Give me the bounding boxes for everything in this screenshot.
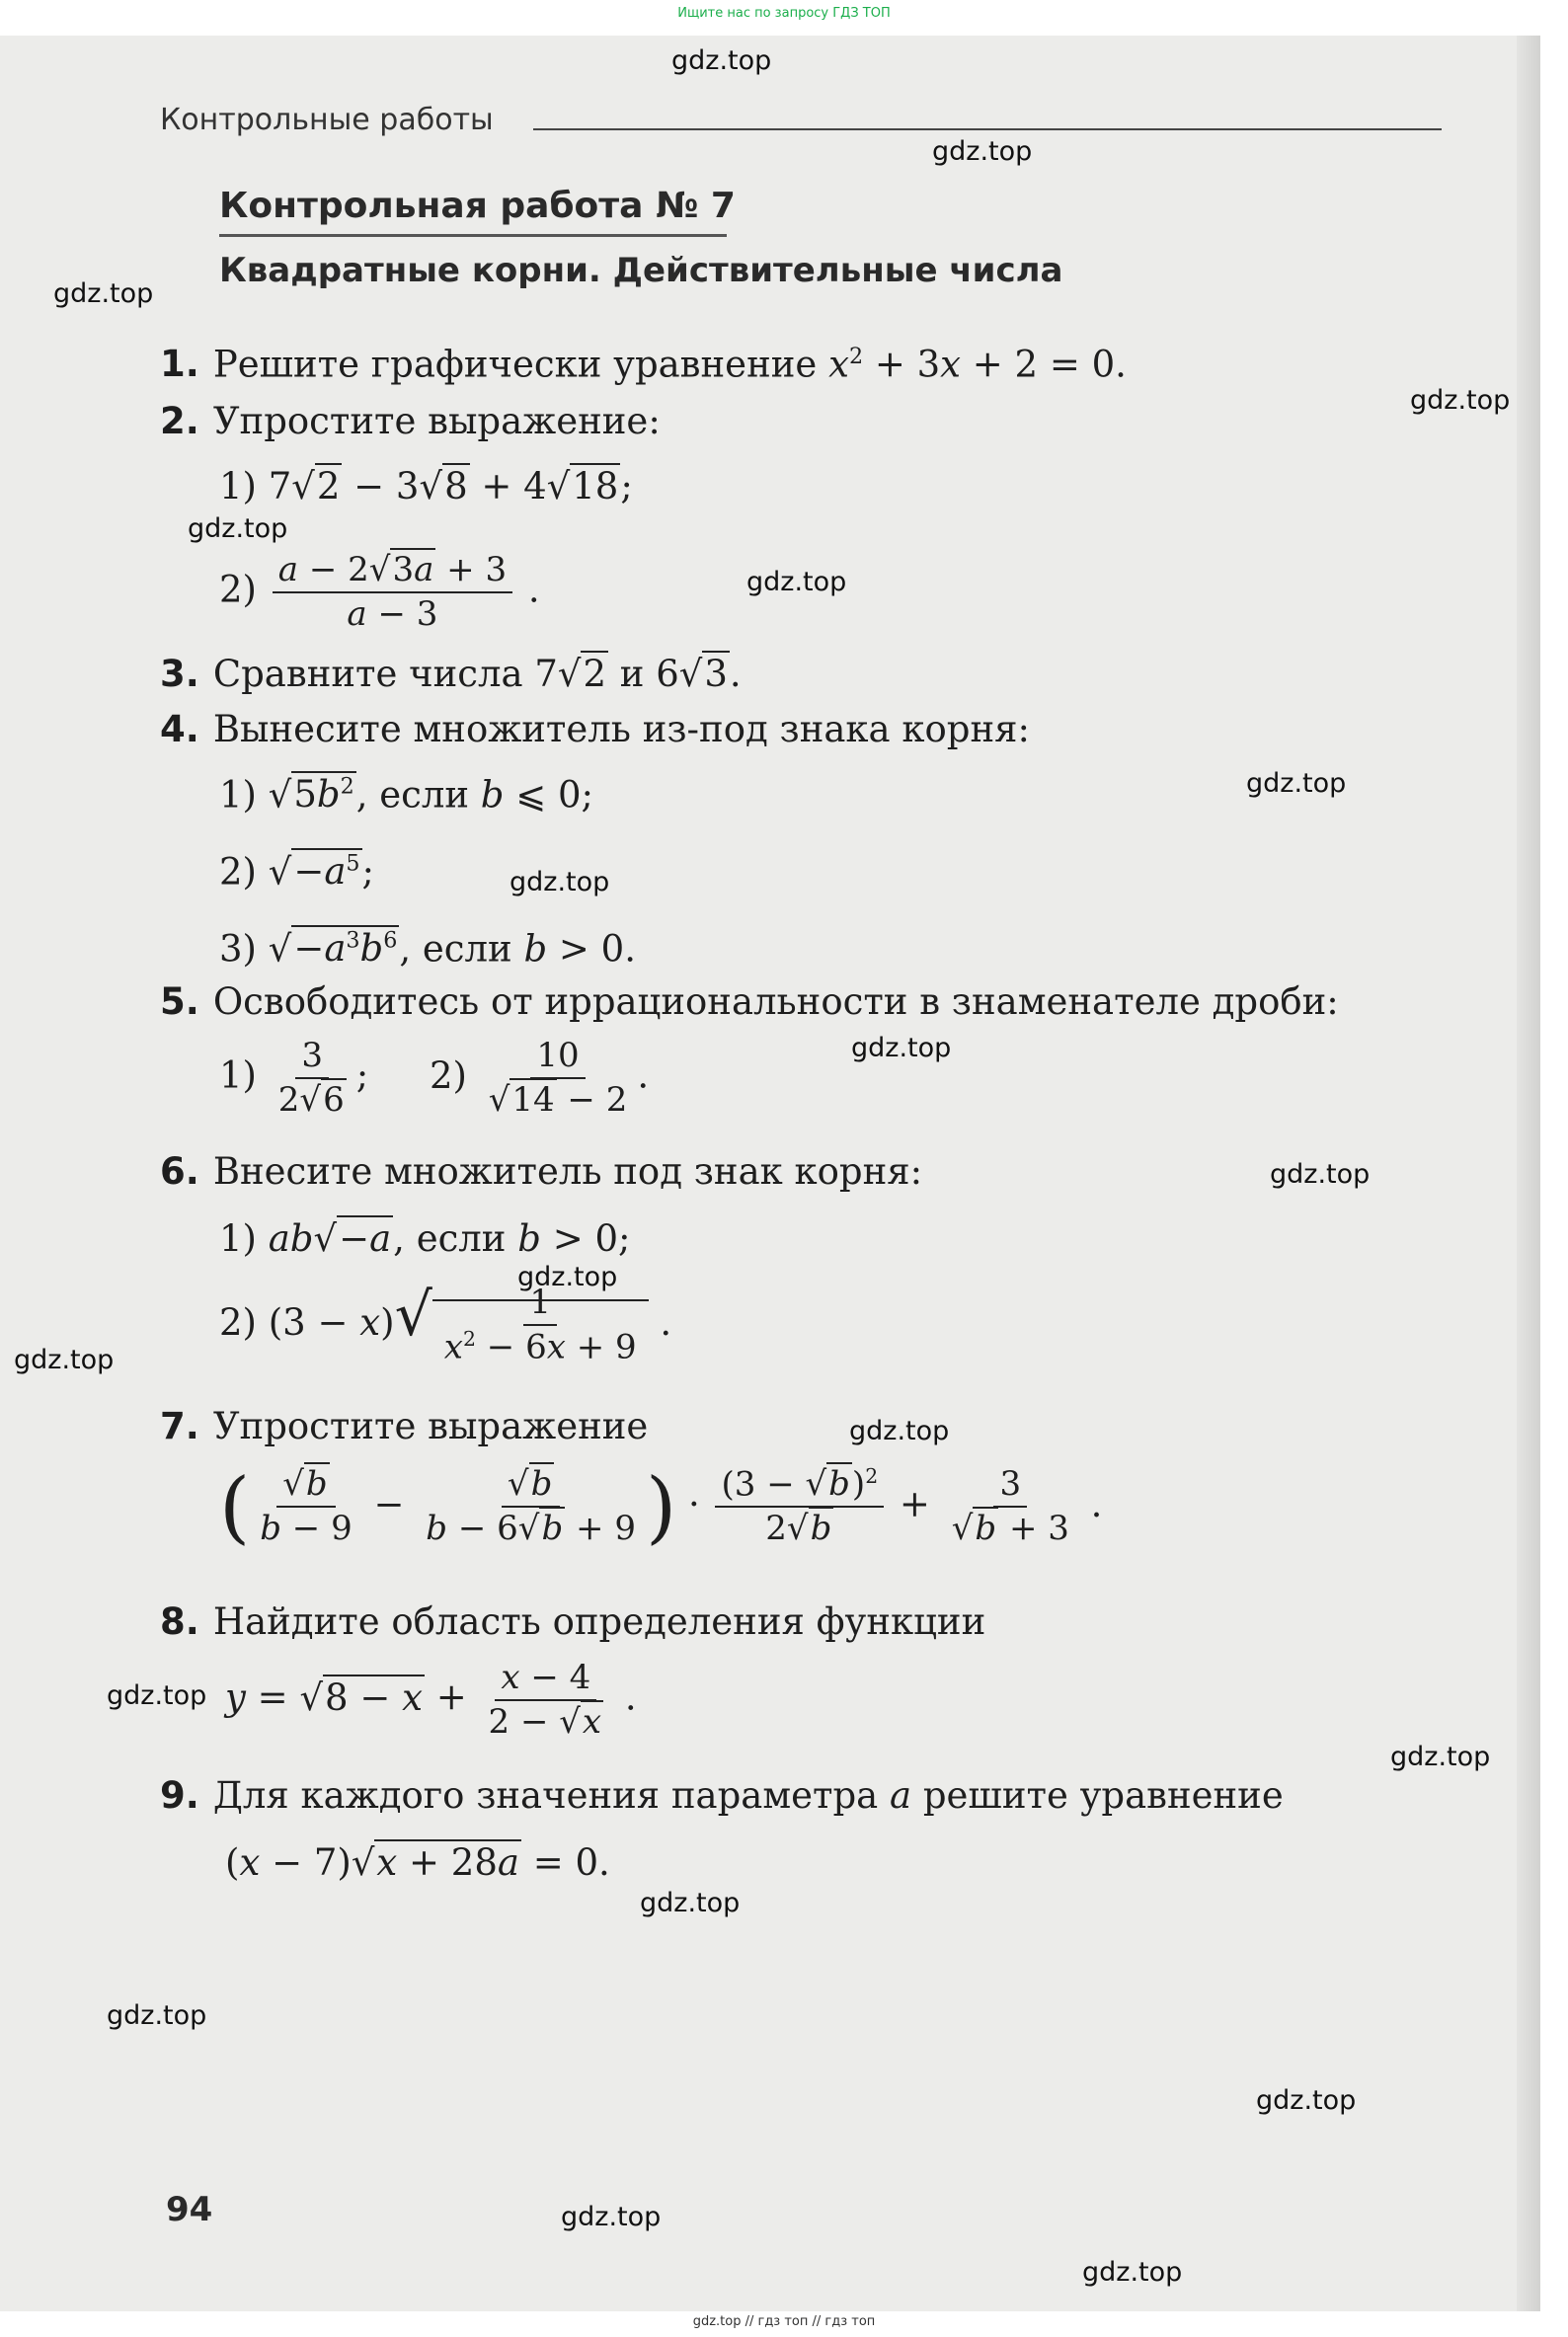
bottom-banner[interactable]: gdz.top // гдз топ // гдз топ (692, 2314, 876, 2329)
watermark: gdz.top (188, 513, 288, 544)
task-2-item-1: 1) 7√2 − 3√8 + 4√18; (219, 465, 633, 507)
task-number: 8. (160, 1600, 199, 1643)
watermark: gdz.top (1410, 385, 1511, 416)
watermark: gdz.top (510, 867, 610, 897)
word-if: если (379, 773, 470, 817)
watermark: gdz.top (1390, 1742, 1491, 1772)
task-2-item-2: 2) $\frac{a - 2√3a + 3}{a - 3}$ . (219, 550, 540, 635)
top-banner[interactable]: Ищите нас по запросу ГДЗ ТОП (677, 6, 891, 21)
watermark: gdz.top (640, 1888, 741, 1918)
task-text: Для каждого значения параметра (212, 1774, 879, 1817)
task-number: 3. (160, 653, 199, 695)
task-4 (160, 708, 1030, 750)
task-text: Упростите выражение: (212, 400, 661, 442)
task-6-item-1: 1) ab√−a, если b > 0; (219, 1217, 631, 1260)
task-5 (160, 980, 1339, 1023)
watermark: gdz.top (746, 567, 847, 597)
word-if: если (416, 1217, 507, 1260)
watermark: gdz.top (1082, 2257, 1183, 2288)
task-number: 5. (160, 980, 199, 1023)
task-2 (160, 400, 661, 442)
task-4-item-2: 2) $√-a^5$; (219, 850, 374, 894)
task-text: Упростите выражение (212, 1405, 649, 1447)
page-edge (1517, 36, 1540, 2311)
task-number: 6. (160, 1150, 199, 1193)
task-9-equation: (x − 7)√x + 28a = 0. (225, 1841, 610, 1884)
watermark: gdz.top (14, 1345, 115, 1375)
watermark: gdz.top (53, 278, 154, 309)
word-if: если (422, 927, 512, 971)
task-4-item-3: 3) $√-a^3b^6$, если b > 0. (219, 927, 636, 971)
task-8-function: y = √8 − x + $\frac{x - 4}{2 - √x}$ . (225, 1658, 637, 1743)
watermark: gdz.top (932, 136, 1033, 167)
watermark: gdz.top (517, 1262, 618, 1292)
watermark: gdz.top (851, 1033, 952, 1063)
task-text: Освободитесь от иррациональности в знаменателе дроби: (212, 980, 1339, 1023)
task-1: 1. Решите графически уравнение $x^2 + 3x + 2 = 0$. (160, 343, 1127, 386)
page-title: Контрольная работа № 7 (219, 186, 736, 226)
watermark: gdz.top (671, 45, 772, 76)
task-text: Решите графически уравнение (212, 343, 818, 386)
task-number: 1. (160, 343, 199, 386)
word-and: и (619, 653, 645, 695)
task-8 (160, 1600, 986, 1643)
task-text: Вынесите множитель из-под знака корня: (212, 708, 1030, 750)
task-number: 2. (160, 400, 199, 442)
watermark: gdz.top (1246, 768, 1347, 799)
watermark: gdz.top (1270, 1159, 1371, 1190)
running-head: Контрольные работы (160, 103, 494, 137)
task-3: 3. Сравните числа 7√2 и 6√3. (160, 653, 742, 695)
task-text: Сравните числа (212, 653, 523, 695)
title-underline (219, 234, 727, 237)
task-4-item-1: 1) $√5b^2$, если b ⩽ 0; (219, 773, 593, 817)
task-6-item-2: 2) (3 − x)√ $\frac{1}{x^2 - 6x + 9}$ . (219, 1280, 672, 1367)
task-7-expression: ( $\frac{√b}{b - 9}$ − $\frac{√b}{b - 6√b + 9}$ ) · $\frac{(3 - √b)^2}{2√b}$ + $\frac{3}{√b + 3}$ . (219, 1460, 1103, 1553)
task-number: 9. (160, 1774, 199, 1817)
header-rule (533, 128, 1442, 130)
task-text: Найдите область определения функции (212, 1600, 986, 1643)
watermark: gdz.top (107, 1680, 207, 1711)
watermark: gdz.top (561, 2202, 662, 2232)
task-9-text-2: решите уравнение (922, 1774, 1284, 1817)
watermark: gdz.top (1256, 2085, 1357, 2116)
task-7 (160, 1405, 649, 1447)
watermark: gdz.top (849, 1416, 950, 1446)
task-9: 9. Для каждого значения параметра a решите уравнение (160, 1774, 1284, 1817)
watermark: gdz.top (107, 2000, 207, 2031)
task-5-items: 1) $\frac{3}{2√6}$ ; 2) $\frac{10}{√14 - 2}$ . (219, 1036, 650, 1121)
page-subtitle: Квадратные корни. Действительные числа (219, 251, 1063, 290)
task-6 (160, 1150, 923, 1193)
task-number: 4. (160, 708, 199, 750)
page-number: 94 (166, 2190, 213, 2229)
task-number: 7. (160, 1405, 199, 1447)
task-text: Внесите множитель под знак корня: (212, 1150, 923, 1193)
